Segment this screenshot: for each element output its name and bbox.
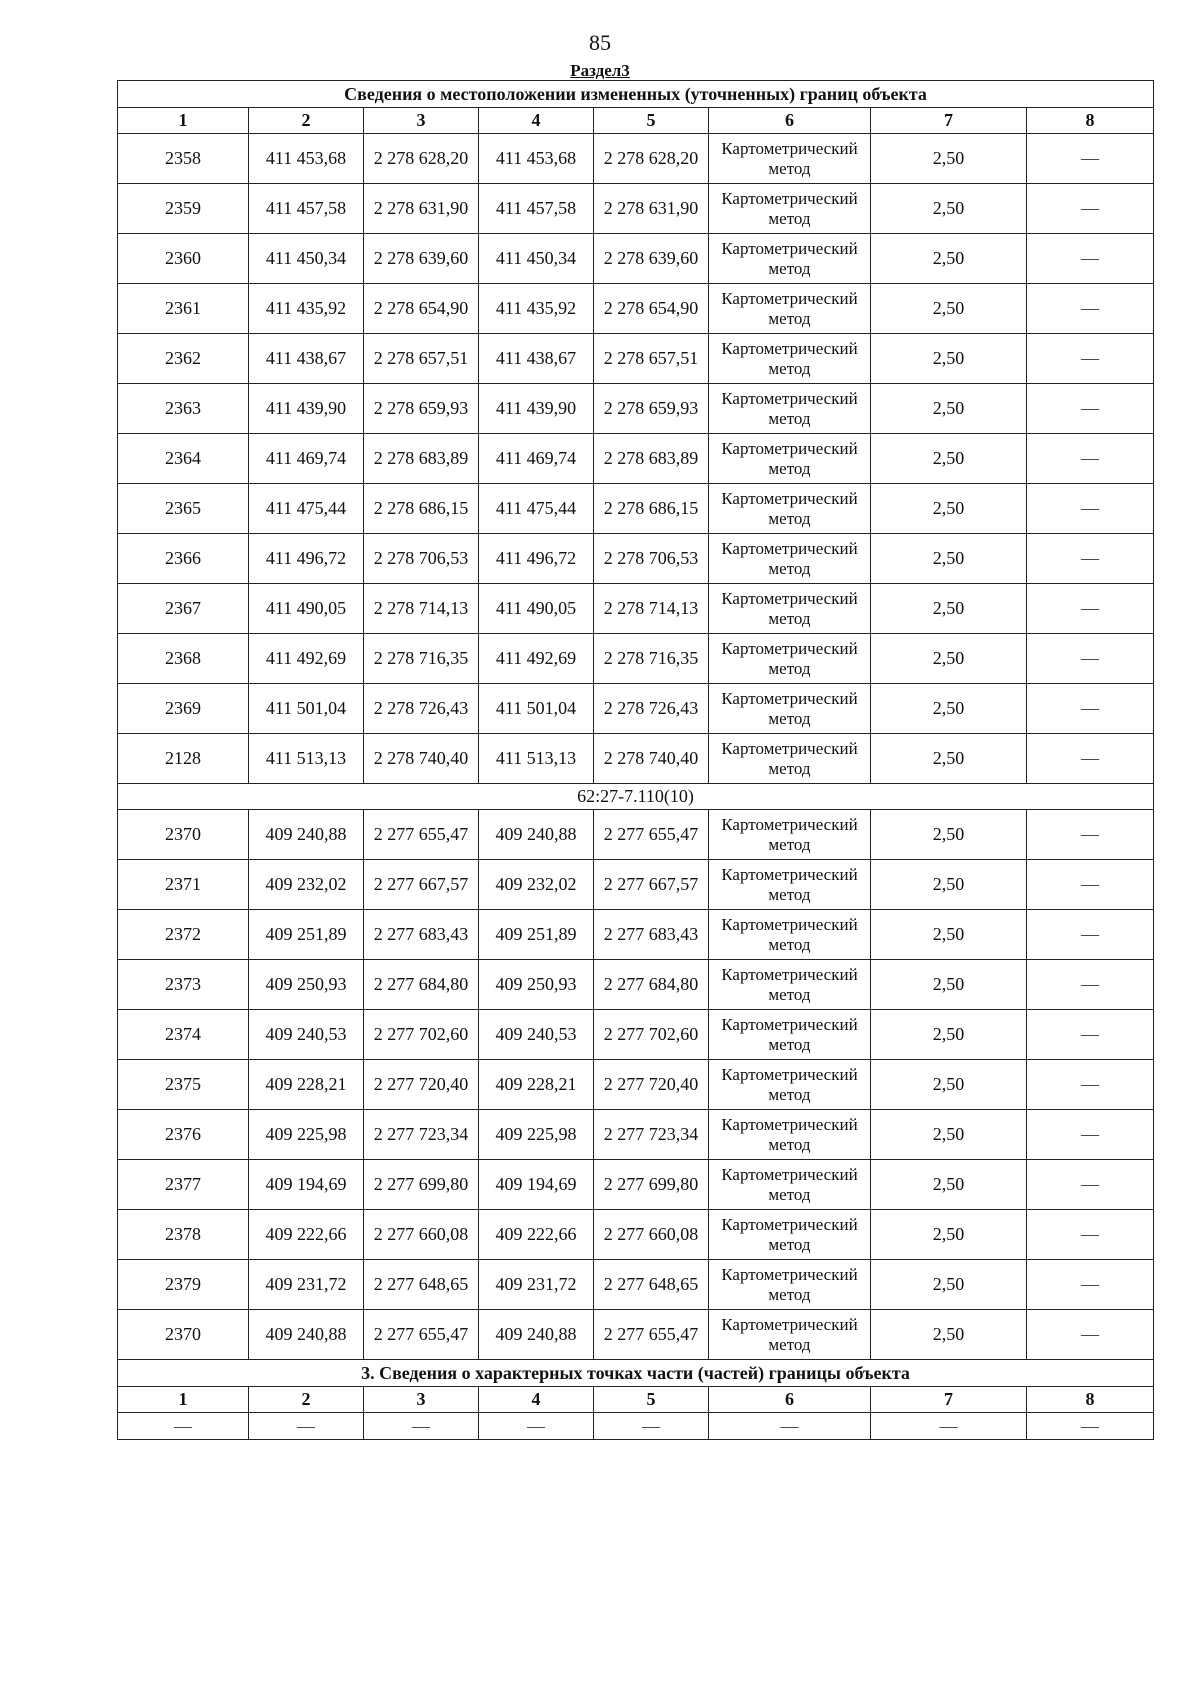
- table-cell-col-6: Картометрический метод: [709, 234, 871, 284]
- column-header-1: 1: [118, 108, 249, 134]
- table-cell-col-4: 411 450,34: [479, 234, 594, 284]
- table-row: [118, 1160, 1154, 1210]
- table-cell-col-5: 2 277 660,08: [594, 1210, 709, 1260]
- table-row: [118, 734, 1154, 784]
- table-cell-col-6: Картометрический метод: [709, 484, 871, 534]
- table-cell-col-7: 2,50: [871, 1260, 1027, 1310]
- table-cell-col-1: 2359: [118, 184, 249, 234]
- table-cell-col-6: Картометрический метод: [709, 1260, 871, 1310]
- table-cell-col-8: —: [1027, 810, 1154, 860]
- table-row: [118, 810, 1154, 860]
- table-cell-col-6: Картометрический метод: [709, 960, 871, 1010]
- column-header-7: 7: [871, 1387, 1027, 1413]
- table-cell-col-6: Картометрический метод: [709, 1110, 871, 1160]
- table-cell-col-5: 2 278 659,93: [594, 384, 709, 434]
- table-cell-col-6: Картометрический метод: [709, 434, 871, 484]
- table2-title-row: [118, 1360, 1154, 1387]
- column-header-4: 4: [479, 108, 594, 134]
- column-header-6: 6: [709, 1387, 871, 1413]
- table-cell-col-5: 2 277 667,57: [594, 860, 709, 910]
- table-row: [118, 1010, 1154, 1060]
- table-cell-col-8: —: [1027, 1110, 1154, 1160]
- table-cell-col-8: —: [1027, 684, 1154, 734]
- table-cell-col-2: 409 240,88: [249, 1310, 364, 1360]
- table-cell-col-3: 2 278 639,60: [364, 234, 479, 284]
- table-cell-col-8: —: [1027, 1010, 1154, 1060]
- table-cell-col-4: 409 240,88: [479, 810, 594, 860]
- table-cell-col-7: —: [871, 1413, 1027, 1440]
- table-cell-col-6: Картометрический метод: [709, 860, 871, 910]
- table-cell-col-8: —: [1027, 384, 1154, 434]
- table-cell-col-1: 2369: [118, 684, 249, 734]
- table-cell-col-8: —: [1027, 584, 1154, 634]
- table-cell-col-2: 409 222,66: [249, 1210, 364, 1260]
- table-row: [118, 284, 1154, 334]
- table-cell-col-6: Картометрический метод: [709, 384, 871, 434]
- table-cell-col-8: —: [1027, 1210, 1154, 1260]
- table-cell-col-8: —: [1027, 1160, 1154, 1210]
- column-header-2: 2: [249, 1387, 364, 1413]
- table-cell-col-4: 409 240,88: [479, 1310, 594, 1360]
- table-cell-col-1: 2377: [118, 1160, 249, 1210]
- table-cell-col-2: 411 496,72: [249, 534, 364, 584]
- table-row: [118, 1210, 1154, 1260]
- table-cell-col-5: 2 278 631,90: [594, 184, 709, 234]
- column-header-5: 5: [594, 1387, 709, 1413]
- table-cell-col-1: 2374: [118, 1010, 249, 1060]
- table-cell-col-4: —: [479, 1413, 594, 1440]
- table-row: [118, 384, 1154, 434]
- table-cell-col-4: 411 439,90: [479, 384, 594, 434]
- table-cell-col-2: 409 251,89: [249, 910, 364, 960]
- table-cell-col-4: 409 228,21: [479, 1060, 594, 1110]
- table-row: [118, 334, 1154, 384]
- table-cell-col-4: 409 251,89: [479, 910, 594, 960]
- table-cell-col-6: Картометрический метод: [709, 734, 871, 784]
- table-cell-col-4: 409 222,66: [479, 1210, 594, 1260]
- table-cell-col-8: —: [1027, 1310, 1154, 1360]
- table-cell-col-8: —: [1027, 1260, 1154, 1310]
- table-cell-col-2: 411 492,69: [249, 634, 364, 684]
- table-cell-col-5: 2 277 683,43: [594, 910, 709, 960]
- table-cell-col-8: —: [1027, 960, 1154, 1010]
- table-cell-col-6: Картометрический метод: [709, 1210, 871, 1260]
- table-cell-col-2: 411 513,13: [249, 734, 364, 784]
- table-cell-col-3: 2 278 716,35: [364, 634, 479, 684]
- table-cell-col-1: 2376: [118, 1110, 249, 1160]
- column-header-3: 3: [364, 108, 479, 134]
- table-row: [118, 910, 1154, 960]
- table-cell-col-8: —: [1027, 1060, 1154, 1110]
- table-cell-col-8: —: [1027, 860, 1154, 910]
- table-cell-col-3: 2 278 706,53: [364, 534, 479, 584]
- table-cell-col-1: 2371: [118, 860, 249, 910]
- section-label: Раздел3: [570, 61, 630, 80]
- table-row: [118, 860, 1154, 910]
- table-cell-col-7: 2,50: [871, 1160, 1027, 1210]
- table-cell-col-2: 409 240,88: [249, 810, 364, 860]
- table-cell-col-2: 411 438,67: [249, 334, 364, 384]
- table-cell-col-6: Картометрический метод: [709, 584, 871, 634]
- table-cell-col-6: Картометрический метод: [709, 634, 871, 684]
- table-cell-col-4: 409 225,98: [479, 1110, 594, 1160]
- table-cell-col-2: 411 475,44: [249, 484, 364, 534]
- table-cell-col-1: 2360: [118, 234, 249, 284]
- table-cell-col-2: 409 231,72: [249, 1260, 364, 1310]
- table-cell-col-7: 2,50: [871, 634, 1027, 684]
- table-cell-col-1: 2379: [118, 1260, 249, 1310]
- table-row: [118, 584, 1154, 634]
- table-cell-col-5: 2 278 686,15: [594, 484, 709, 534]
- table-cell-col-3: 2 278 686,15: [364, 484, 479, 534]
- table-cell-col-6: Картометрический метод: [709, 1310, 871, 1360]
- table-cell-col-5: 2 278 628,20: [594, 134, 709, 184]
- table-cell-col-3: —: [364, 1413, 479, 1440]
- table-cell-col-8: —: [1027, 634, 1154, 684]
- column-header-1: 1: [118, 1387, 249, 1413]
- table-cell-col-4: 411 435,92: [479, 284, 594, 334]
- table-cell-col-4: 411 469,74: [479, 434, 594, 484]
- table-cell-col-1: 2362: [118, 334, 249, 384]
- column-header-2: 2: [249, 108, 364, 134]
- table-row: [118, 234, 1154, 284]
- table-body: [118, 81, 1154, 1440]
- table-cell-col-4: 409 232,02: [479, 860, 594, 910]
- table-cell-col-6: Картометрический метод: [709, 184, 871, 234]
- table-cell-col-1: 2363: [118, 384, 249, 434]
- table-cell-col-4: 409 194,69: [479, 1160, 594, 1210]
- table-cell-col-5: 2 278 654,90: [594, 284, 709, 334]
- table-row: [118, 1110, 1154, 1160]
- table-cell-col-7: 2,50: [871, 960, 1027, 1010]
- table-cell-col-7: 2,50: [871, 1110, 1027, 1160]
- table-cell-col-6: —: [709, 1413, 871, 1440]
- table-cell-col-7: 2,50: [871, 584, 1027, 634]
- table-row: [118, 184, 1154, 234]
- table-cell-col-5: 2 278 714,13: [594, 584, 709, 634]
- table-cell-col-8: —: [1027, 134, 1154, 184]
- table-cell-col-7: 2,50: [871, 684, 1027, 734]
- table-cell-col-2: —: [249, 1413, 364, 1440]
- table-row: [118, 1060, 1154, 1110]
- table-cell-col-5: 2 277 648,65: [594, 1260, 709, 1310]
- table-row: [118, 684, 1154, 734]
- table-cell-col-8: —: [1027, 484, 1154, 534]
- table-cell-col-3: 2 277 683,43: [364, 910, 479, 960]
- table-cell-col-3: 2 277 699,80: [364, 1160, 479, 1210]
- table-cell-col-3: 2 278 654,90: [364, 284, 479, 334]
- table-cell-col-6: Картометрический метод: [709, 284, 871, 334]
- table-cell-col-3: 2 277 702,60: [364, 1010, 479, 1060]
- table-cell-col-7: 2,50: [871, 184, 1027, 234]
- column-header-4: 4: [479, 1387, 594, 1413]
- table-cell-col-2: 409 232,02: [249, 860, 364, 910]
- table-cell-col-5: 2 277 699,80: [594, 1160, 709, 1210]
- table-row: [118, 484, 1154, 534]
- column-header-8: 8: [1027, 108, 1154, 134]
- table-cell-col-5: 2 278 683,89: [594, 434, 709, 484]
- table-cell-col-5: 2 278 726,43: [594, 684, 709, 734]
- column-header-6: 6: [709, 108, 871, 134]
- table-cell-col-1: 2367: [118, 584, 249, 634]
- group-label: 62:27-7.110(10): [118, 784, 1154, 810]
- table-cell-col-3: 2 277 648,65: [364, 1260, 479, 1310]
- table-cell-col-1: 2370: [118, 1310, 249, 1360]
- table-cell-col-5: —: [594, 1413, 709, 1440]
- column-header-5: 5: [594, 108, 709, 134]
- table-cell-col-7: 2,50: [871, 860, 1027, 910]
- table-cell-col-4: 411 501,04: [479, 684, 594, 734]
- table-cell-col-1: 2368: [118, 634, 249, 684]
- table-cell-col-7: 2,50: [871, 384, 1027, 434]
- table-cell-col-4: 411 475,44: [479, 484, 594, 534]
- table-cell-col-3: 2 278 683,89: [364, 434, 479, 484]
- column-header-8: 8: [1027, 1387, 1154, 1413]
- table-cell-col-8: —: [1027, 1413, 1154, 1440]
- table-cell-col-6: Картометрический метод: [709, 1160, 871, 1210]
- table-cell-col-3: 2 277 720,40: [364, 1060, 479, 1110]
- column-header-7: 7: [871, 108, 1027, 134]
- table-row: [118, 960, 1154, 1010]
- table-row: [118, 1310, 1154, 1360]
- table-cell-col-8: —: [1027, 910, 1154, 960]
- table-cell-col-2: 409 194,69: [249, 1160, 364, 1210]
- table-cell-col-5: 2 277 655,47: [594, 1310, 709, 1360]
- table-cell-col-5: 2 278 657,51: [594, 334, 709, 384]
- table-row: [118, 1260, 1154, 1310]
- table2-header-row: [118, 1387, 1154, 1413]
- table-cell-col-7: 2,50: [871, 1060, 1027, 1110]
- table-cell-col-3: 2 277 723,34: [364, 1110, 479, 1160]
- table-cell-col-3: 2 277 684,80: [364, 960, 479, 1010]
- table-cell-col-3: 2 277 667,57: [364, 860, 479, 910]
- table-cell-col-8: —: [1027, 734, 1154, 784]
- table-cell-col-1: 2361: [118, 284, 249, 334]
- table-cell-col-5: 2 277 684,80: [594, 960, 709, 1010]
- table-row: [118, 534, 1154, 584]
- table-title: Сведения о местоположении измененных (уточненных) границ объекта: [118, 81, 1154, 108]
- table-cell-col-5: 2 278 740,40: [594, 734, 709, 784]
- table-cell-col-8: —: [1027, 334, 1154, 384]
- table-cell-col-3: 2 277 660,08: [364, 1210, 479, 1260]
- table-cell-col-3: 2 278 726,43: [364, 684, 479, 734]
- table-cell-col-6: Картометрический метод: [709, 910, 871, 960]
- table-cell-col-1: 2378: [118, 1210, 249, 1260]
- table-cell-col-2: 411 457,58: [249, 184, 364, 234]
- table-cell-col-8: —: [1027, 534, 1154, 584]
- table-cell-col-1: 2375: [118, 1060, 249, 1110]
- table-cell-col-7: 2,50: [871, 484, 1027, 534]
- table-cell-col-7: 2,50: [871, 1210, 1027, 1260]
- table-cell-col-7: 2,50: [871, 234, 1027, 284]
- column-header-3: 3: [364, 1387, 479, 1413]
- table-cell-col-3: 2 278 740,40: [364, 734, 479, 784]
- table-cell-col-3: 2 278 659,93: [364, 384, 479, 434]
- table-cell-col-5: 2 278 716,35: [594, 634, 709, 684]
- table-cell-col-2: 411 450,34: [249, 234, 364, 284]
- page-number: 85: [589, 30, 611, 55]
- table-cell-col-1: 2358: [118, 134, 249, 184]
- table-cell-col-1: 2373: [118, 960, 249, 1010]
- table-cell-col-3: 2 278 628,20: [364, 134, 479, 184]
- table-cell-col-6: Картометрический метод: [709, 534, 871, 584]
- table-cell-col-2: 409 228,21: [249, 1060, 364, 1110]
- group-row: [118, 784, 1154, 810]
- table-cell-col-7: 2,50: [871, 534, 1027, 584]
- table-cell-col-6: Картометрический метод: [709, 1060, 871, 1110]
- table-cell-col-3: 2 277 655,47: [364, 810, 479, 860]
- table-cell-col-5: 2 278 639,60: [594, 234, 709, 284]
- table-cell-col-7: 2,50: [871, 1010, 1027, 1060]
- table-cell-col-4: 411 453,68: [479, 134, 594, 184]
- table-cell-col-1: 2128: [118, 734, 249, 784]
- table-cell-col-8: —: [1027, 434, 1154, 484]
- table-row: [118, 434, 1154, 484]
- table-header-row: [118, 108, 1154, 134]
- table-cell-col-7: 2,50: [871, 334, 1027, 384]
- table-cell-col-1: 2372: [118, 910, 249, 960]
- table-cell-col-4: 411 490,05: [479, 584, 594, 634]
- table-cell-col-7: 2,50: [871, 284, 1027, 334]
- table-cell-col-4: 411 438,67: [479, 334, 594, 384]
- table-cell-col-4: 409 231,72: [479, 1260, 594, 1310]
- table-cell-col-1: 2366: [118, 534, 249, 584]
- table-cell-col-6: Картометрический метод: [709, 134, 871, 184]
- table-cell-col-4: 411 457,58: [479, 184, 594, 234]
- table-cell-col-7: 2,50: [871, 734, 1027, 784]
- table-cell-col-8: —: [1027, 184, 1154, 234]
- boundary-table: [117, 80, 1154, 1440]
- table-cell-col-7: 2,50: [871, 910, 1027, 960]
- table-cell-col-4: 409 250,93: [479, 960, 594, 1010]
- table-cell-col-7: 2,50: [871, 434, 1027, 484]
- table-cell-col-6: Картометрический метод: [709, 684, 871, 734]
- table-title-row: [118, 81, 1154, 108]
- table-cell-col-1: 2364: [118, 434, 249, 484]
- table-cell-col-6: Картометрический метод: [709, 1010, 871, 1060]
- table-cell-col-4: 411 492,69: [479, 634, 594, 684]
- table-cell-col-2: 409 240,53: [249, 1010, 364, 1060]
- table-cell-col-7: 2,50: [871, 810, 1027, 860]
- table-cell-col-3: 2 278 714,13: [364, 584, 479, 634]
- table-cell-col-8: —: [1027, 284, 1154, 334]
- table-cell-col-5: 2 277 720,40: [594, 1060, 709, 1110]
- table-cell-col-6: Картометрический метод: [709, 810, 871, 860]
- table-cell-col-4: 411 496,72: [479, 534, 594, 584]
- table-cell-col-6: Картометрический метод: [709, 334, 871, 384]
- table-cell-col-2: 411 469,74: [249, 434, 364, 484]
- table2-title: 3. Сведения о характерных точках части (частей) границы объекта: [118, 1360, 1154, 1387]
- table-cell-col-3: 2 278 631,90: [364, 184, 479, 234]
- table-row: [118, 634, 1154, 684]
- table-cell-col-5: 2 277 723,34: [594, 1110, 709, 1160]
- table-cell-col-2: 411 435,92: [249, 284, 364, 334]
- table-cell-col-5: 2 277 702,60: [594, 1010, 709, 1060]
- table-cell-col-2: 411 439,90: [249, 384, 364, 434]
- table-cell-col-5: 2 278 706,53: [594, 534, 709, 584]
- table-cell-col-2: 409 225,98: [249, 1110, 364, 1160]
- table-cell-col-7: 2,50: [871, 134, 1027, 184]
- table-cell-col-2: 411 453,68: [249, 134, 364, 184]
- table-cell-col-1: 2370: [118, 810, 249, 860]
- table-row: [118, 1413, 1154, 1440]
- table-cell-col-4: 411 513,13: [479, 734, 594, 784]
- table-cell-col-7: 2,50: [871, 1310, 1027, 1360]
- table-cell-col-3: 2 278 657,51: [364, 334, 479, 384]
- table-cell-col-1: —: [118, 1413, 249, 1440]
- table-cell-col-2: 411 490,05: [249, 584, 364, 634]
- table-cell-col-1: 2365: [118, 484, 249, 534]
- table-cell-col-3: 2 277 655,47: [364, 1310, 479, 1360]
- table-cell-col-2: 409 250,93: [249, 960, 364, 1010]
- table-cell-col-2: 411 501,04: [249, 684, 364, 734]
- table-cell-col-5: 2 277 655,47: [594, 810, 709, 860]
- table-row: [118, 134, 1154, 184]
- table-cell-col-4: 409 240,53: [479, 1010, 594, 1060]
- table-cell-col-8: —: [1027, 234, 1154, 284]
